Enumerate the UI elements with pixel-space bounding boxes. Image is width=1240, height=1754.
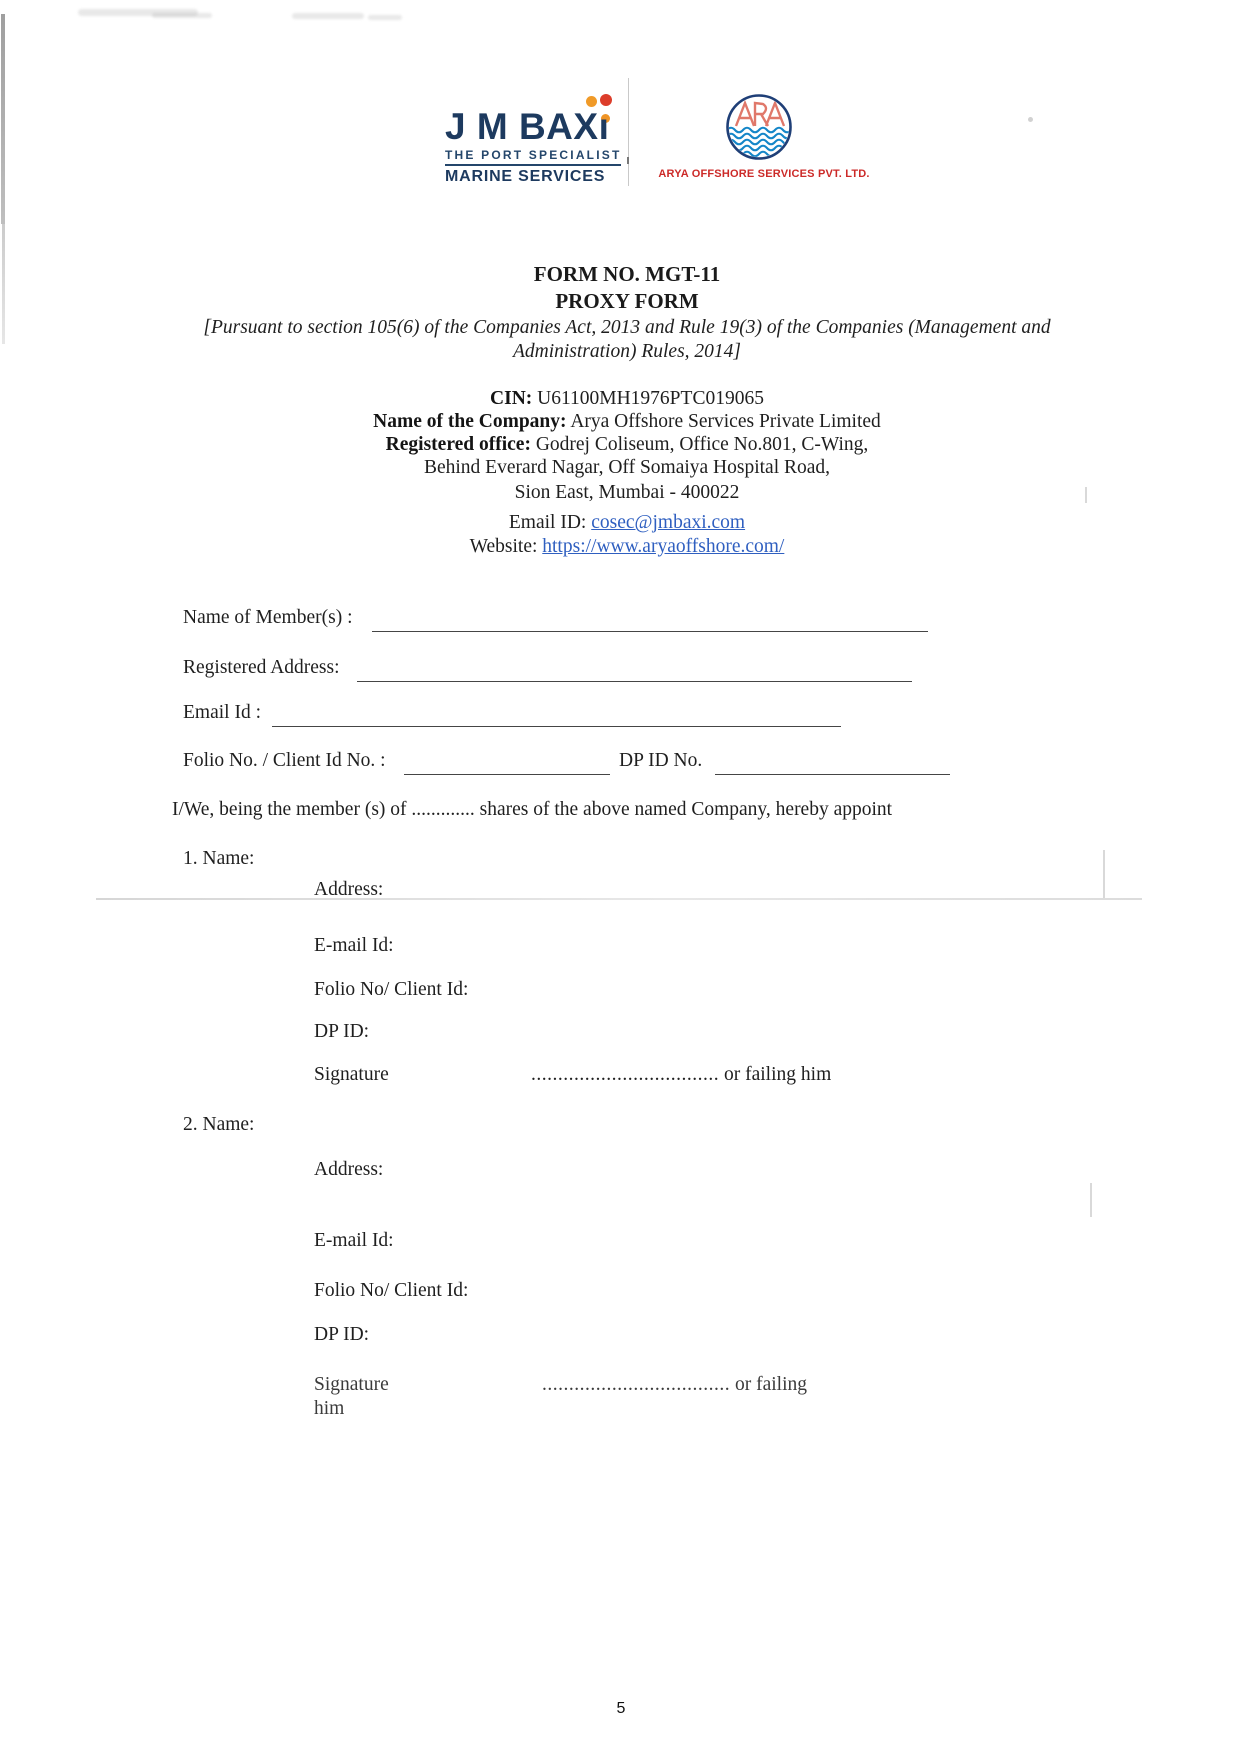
- proxy1-address-label: Address:: [314, 879, 384, 900]
- website-link[interactable]: https://www.aryaoffshore.com/: [542, 536, 785, 557]
- pursuant-line-1: [Pursuant to section 105(6) of the Companies Act, 2013 and Rule 19(3) of the Companies (Management and: [203, 317, 1051, 338]
- company-email-line: Email ID: cosec@jmbaxi.com: [508, 512, 746, 533]
- proxy2-signature-label: Signature: [314, 1374, 389, 1395]
- company-cin: CIN: U61100MH1976PTC019065: [490, 388, 764, 409]
- proxy1-dp-id-label: DP ID:: [314, 1021, 370, 1042]
- folio-client-id-label: Folio No. / Client Id No. :: [183, 750, 386, 771]
- email-id-blank: [272, 725, 841, 727]
- jmbaxi-subtitle: MARINE SERVICES: [445, 168, 606, 185]
- proxy2-dp-id-label: DP ID:: [314, 1324, 370, 1345]
- proxy2-address-label: Address:: [314, 1159, 384, 1180]
- proxy1-email-label: E-mail Id:: [314, 935, 394, 956]
- scan-line-artifact: [96, 898, 1142, 900]
- scan-smudge: [152, 13, 212, 18]
- dp-id-no-label: DP ID No.: [619, 750, 703, 771]
- company-website-line: Website: https://www.aryaoffshore.com/: [469, 536, 785, 557]
- scan-mark: [1090, 1183, 1092, 1217]
- jmbaxi-tagline: THE PORT SPECIALIST: [445, 148, 621, 166]
- logo-divider-tick: [627, 157, 629, 164]
- appointment-statement: I/We, being the member (s) of ............. shares of the above named Company, hereby appoint: [172, 799, 893, 820]
- form-number-title: FORM NO. MGT-11: [533, 262, 721, 286]
- scan-edge-artifact: [1, 14, 5, 224]
- company-address-line-3: Sion East, Mumbai - 400022: [514, 482, 740, 503]
- email-link[interactable]: cosec@jmbaxi.com: [591, 512, 746, 533]
- folio-blank: [404, 773, 610, 775]
- jmbaxi-wordmark: J M BAXı: [445, 106, 610, 147]
- registered-address-label: Registered Address:: [183, 657, 340, 678]
- proxy2-email-label: E-mail Id:: [314, 1230, 394, 1251]
- proxy1-signature-line: ................................... or failing him: [531, 1064, 832, 1085]
- arya-offshore-caption: ARYA OFFSHORE SERVICES PVT. LTD.: [658, 168, 870, 180]
- page-number: 5: [616, 1700, 626, 1717]
- scan-smudge: [368, 15, 402, 20]
- company-name: Name of the Company: Arya Offshore Services Private Limited: [373, 411, 881, 432]
- company-registered-office: Registered office: Godrej Coliseum, Office No.801, C-Wing,: [385, 434, 869, 455]
- company-address-line-2: Behind Everard Nagar, Off Somaiya Hospital Road,: [423, 457, 831, 478]
- dp-id-blank: [715, 773, 950, 775]
- proxy1-signature-label: Signature: [314, 1064, 389, 1085]
- member-name-label: Name of Member(s) :: [183, 607, 353, 628]
- arya-offshore-logo-icon: [724, 92, 794, 162]
- proxy2-signature-line: ................................... or failing: [542, 1374, 808, 1395]
- proxy-form-title: PROXY FORM: [555, 289, 699, 313]
- proxy2-number-label: 2. Name:: [183, 1114, 255, 1135]
- email-id-label: Email Id :: [183, 702, 261, 723]
- proxy1-folio-label: Folio No/ Client Id:: [314, 979, 469, 1000]
- pursuant-line-2: Administration) Rules, 2014]: [512, 341, 742, 362]
- scan-smudge: [292, 13, 364, 19]
- jmbaxi-logo: [445, 82, 621, 186]
- proxy2-folio-label: Folio No/ Client Id:: [314, 1280, 469, 1301]
- scan-mark: [1103, 850, 1105, 898]
- proxy2-him-label: him: [314, 1398, 345, 1419]
- member-name-blank: [372, 630, 928, 632]
- proxy1-number-label: 1. Name:: [183, 848, 255, 869]
- logo-divider: [628, 78, 629, 186]
- logo-red-dot-icon: [600, 94, 612, 106]
- registered-address-blank: [357, 680, 912, 682]
- scan-edge-artifact: [2, 224, 5, 344]
- scan-mark: [1028, 117, 1033, 122]
